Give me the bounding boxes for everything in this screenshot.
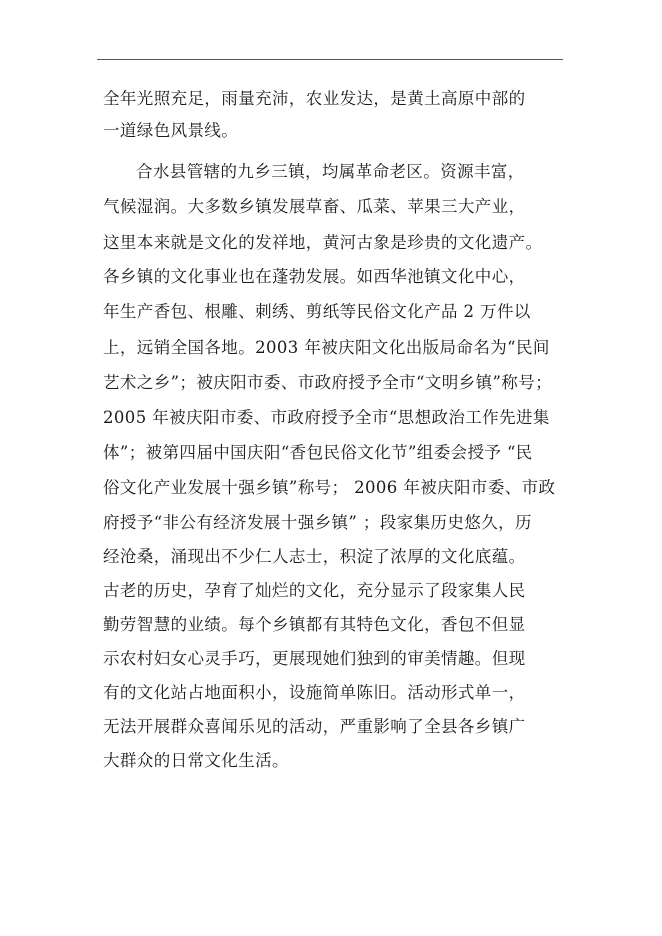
text-line: 上，远销全国各地。2003 年被庆阳文化出版局命名为“民间 — [103, 338, 550, 357]
text-line: 气候湿润。大多数乡镇发展草畜、瓜菜、苹果三大产业， — [103, 197, 526, 216]
text-line: 大群众的日常文化生活。 — [103, 751, 289, 770]
text-line: 古老的历史，孕育了灿烂的文化，充分显示了段家集人民 — [103, 581, 526, 600]
text-line: 无法开展群众喜闻乐见的活动，严重影响了全县各乡镇广 — [103, 717, 526, 736]
text-line: 艺术之乡”；被庆阳市委、市政府授予全市“文明乡镇”称号； — [103, 373, 553, 392]
text-line: 勤劳智慧的业绩。每个乡镇都有其特色文化，香包不但显 — [103, 615, 526, 634]
text-line: 经沧桑，涌现出不少仁人志士，积淀了浓厚的文化底蕴。 — [103, 547, 526, 566]
text-line: 俗文化产业发展十强乡镇”称号； 2006 年被庆阳市委、市政 — [103, 478, 556, 497]
text-line: 一道绿色风景线。 — [103, 121, 239, 140]
text-line: 这里本来就是文化的发祥地，黄河古象是珍贵的文化遗产。 — [103, 233, 543, 252]
text-line: 2005 年被庆阳市委、市政府授予全市“思想政治工作先进集 — [103, 408, 550, 427]
text-line: 全年光照充足，雨量充沛，农业发达，是黄土高原中部的 — [103, 89, 526, 108]
text-line: 年生产香包、根雕、刺绣、剪纸等民俗文化产品 2 万件以 — [103, 302, 531, 321]
text-line: 各乡镇的文化事业也在蓬勃发展。如西华池镇文化中心， — [103, 267, 526, 286]
text-line: 有的文化站占地面积小，设施简单陈旧。活动形式单一， — [103, 683, 526, 702]
text-line: 体”；被第四届中国庆阳“香包民俗文化节”组委会授予 “民 — [103, 443, 533, 462]
paragraph-first-line: 合水县管辖的九乡三镇，均属革命老区。资源丰富， — [136, 162, 525, 181]
text-line: 示农村妇女心灵手巧，更展现她们独到的审美情趣。但现 — [103, 649, 526, 668]
text-line: 府授予“非公有经济发展十强乡镇” ；段家集历史悠久，历 — [103, 513, 532, 532]
